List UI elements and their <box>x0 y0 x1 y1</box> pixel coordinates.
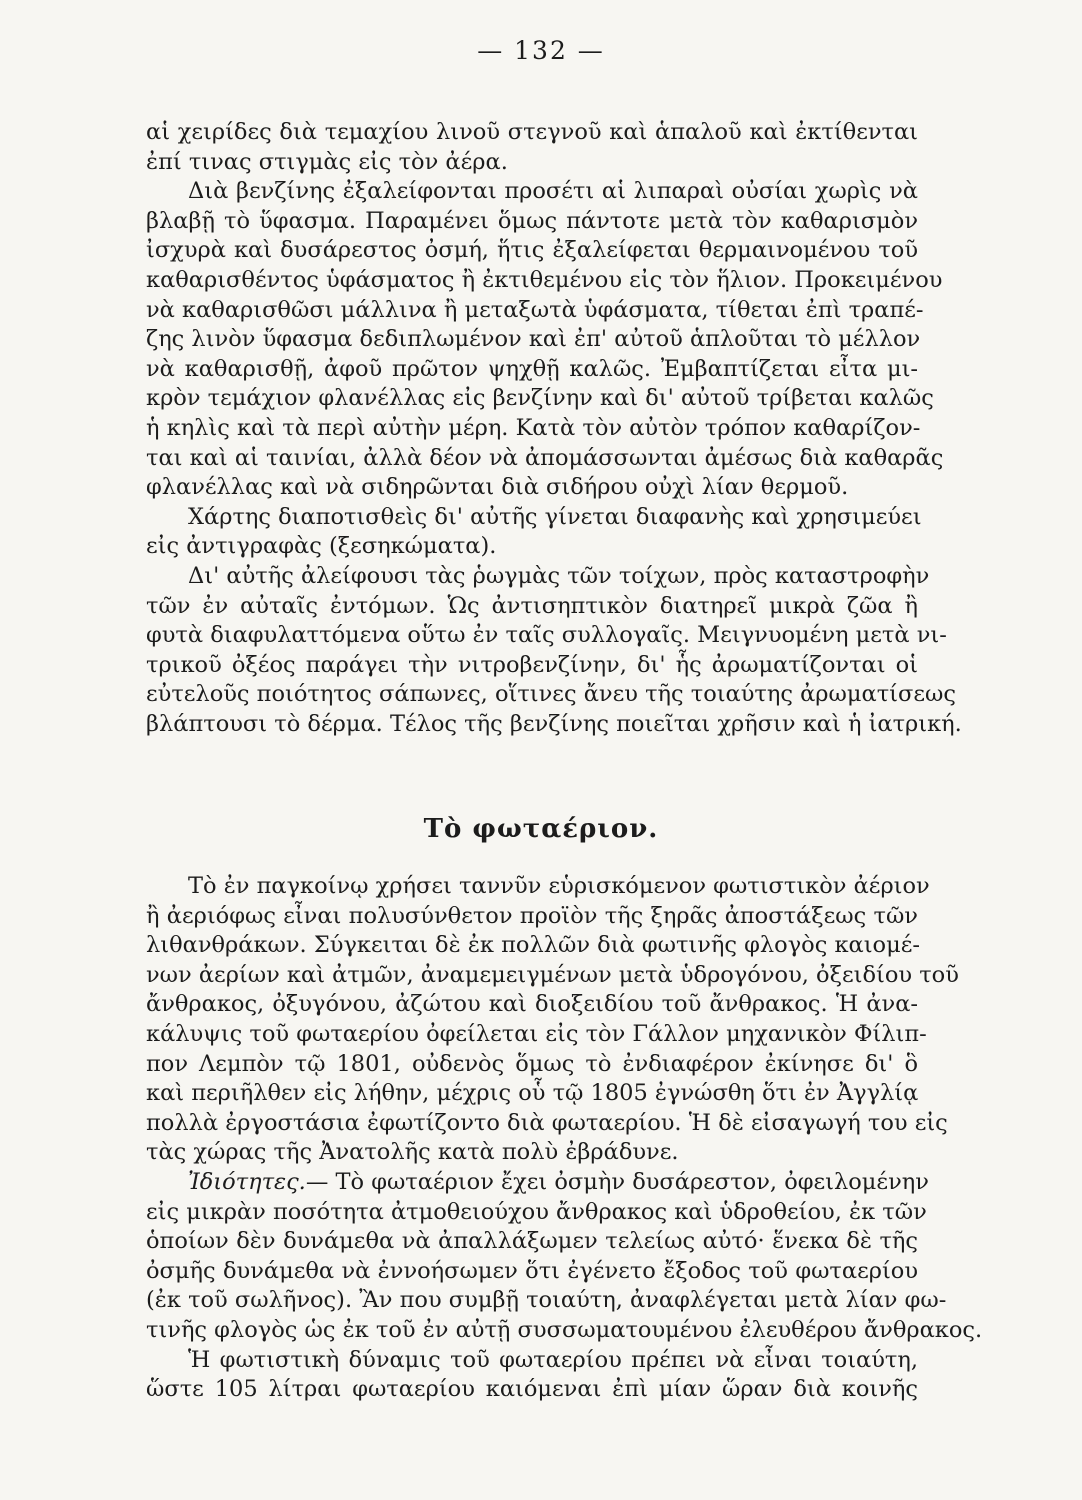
text-line: τὰς χώρας τῆς Ἀνατολῆς κατὰ πολὺ ἐβράδυνε. <box>146 1139 679 1166</box>
text-line <box>146 1168 929 1198</box>
text-line: Διὰ βενζίνης ἐξαλείφονται προσέτι αἱ λιπαραὶ οὐσίαι χωρὶς νὰ <box>188 178 918 205</box>
text-line: ὥστε 105 λίτραι φωταερίου καιόμεναι ἐπὶ μίαν ὥραν διὰ κοινῆς <box>146 1376 918 1403</box>
text-line: κρὸν τεμάχιον φλανέλλας εἰς βενζίνην καὶ δι' αὐτοῦ τρίβεται καλῶς <box>146 385 934 412</box>
text-line: πολλὰ ἐργοστάσια ἐφωτίζοντο διὰ φωταερίου. Ἡ δὲ εἰσαγωγή του εἰς <box>146 1109 948 1136</box>
text-line: καθαρισθέντος ὑφάσματος ἢ ἐκτιθεμένου εἰς τὸν ἥλιον. Προκειμένου <box>146 266 943 293</box>
page-number: — 132 — <box>477 36 605 65</box>
text-line: Δι' αὐτῆς ἀλείφουσι τὰς ῥωγμὰς τῶν τοίχων, πρὸς καταστροφὴν <box>188 562 930 589</box>
text-line: ἄνθρακος, ὀξυγόνου, ἀζώτου καὶ διοξειδίου τοῦ ἄνθρακος. Ἡ ἀνα- <box>146 991 918 1018</box>
text-line: (ἐκ τοῦ σωλῆνος). Ἂν που συμβῇ τοιαύτη, ἀναφλέγεται μετὰ λίαν φω- <box>146 1287 947 1314</box>
text-line: εὐτελοῦς ποιότητος σάπωνες, οἵτινες ἄνευ τῆς τοιαύτης ἀρωματίσεως <box>146 681 956 708</box>
section-heading: Τὸ φωταέριον. <box>423 814 659 844</box>
text-line: Ἡ φωτιστικὴ δύναμις τοῦ φωταερίου πρέπει νὰ εἶναι τοιαύτη, <box>188 1346 918 1373</box>
text-line: νων ἀερίων καὶ ἀτμῶν, ἀναμεμειγμένων μετὰ ὑδρογόνου, ὀξειδίου τοῦ <box>146 961 959 988</box>
text-line: τρικοῦ ὀξέος παράγει τὴν νιτροβενζίνην, δι' ἧς ἀρωματίζονται οἱ <box>146 651 918 678</box>
text-line: ἡ κηλὶς καὶ τὰ περὶ αὐτὴν μέρη. Κατὰ τὸν αὐτὸν τρόπον καθαρίζον- <box>146 414 921 441</box>
text-line: φυτὰ διαφυλαττόμενα οὕτω ἐν ταῖς συλλογαῖς. Μειγνυομένη μετὰ νι- <box>146 622 947 649</box>
body-text-upper <box>146 118 962 739</box>
text-line: Τὸ ἐν παγκοίνῳ χρήσει ταννῦν εὑρισκόμενον φωτιστικὸν ἀέριον <box>188 873 930 899</box>
text-line: ζης λινὸν ὕφασμα δεδιπλωμένον καὶ ἐπ' αὐτοῦ ἁπλοῦται τὸ μέλλον <box>146 326 921 353</box>
text-line: καὶ περιῆλθεν εἰς λήθην, μέχρις οὗ τῷ 1805 ἐγνώσθη ὅτι ἐν Ἀγγλίᾳ <box>146 1080 919 1107</box>
subheading-inline: Ἰδιότητες. <box>188 1168 306 1195</box>
text-line: νὰ καθαρισθῶσι μάλλινα ἢ μεταξωτὰ ὑφάσματα, τίθεται ἐπὶ τραπέ- <box>146 296 924 323</box>
text-line: βλαβῇ τὸ ὕφασμα. Παραμένει ὅμως πάντοτε μετὰ τὸν καθαρισμὸν <box>146 207 918 234</box>
text-line: νὰ καθαρισθῇ, ἀφοῦ πρῶτον ψηχθῇ καλῶς. Ἐμβαπτίζεται εἶτα μι- <box>146 355 918 382</box>
text-line: ται καὶ αἱ ταινίαι, ἀλλὰ δέον νὰ ἀπομάσσωνται ἀμέσως διὰ καθαρᾶς <box>146 444 944 471</box>
text-line: ἰσχυρὰ καὶ δυσάρεστος ὀσμή, ἥτις ἐξαλείφεται θερμαινομένου τοῦ <box>146 237 918 264</box>
text-line: λιθανθράκων. Σύγκειται δὲ ἐκ πολλῶν διὰ φωτινῆς φλογὸς καιομέ- <box>146 932 920 959</box>
body-text-lower <box>146 872 983 1405</box>
text-line: ὁποίων δὲν δυνάμεθα νὰ ἀπαλλάξωμεν τελείως αὐτό· ἕνεκα δὲ τῆς <box>146 1228 918 1255</box>
text-line: κάλυψις τοῦ φωταερίου ὀφείλεται εἰς τὸν Γάλλον μηχανικὸν Φίλιπ- <box>146 1020 927 1047</box>
text-line: φλανέλλας καὶ νὰ σιδηρῶνται διὰ σιδήρου οὐχὶ λίαν θερμοῦ. <box>146 474 849 501</box>
text-line: πον Λεμπὸν τῷ 1801, οὐδενὸς ὅμως τὸ ἐνδιαφέρον ἐκίνησε δι' ὃ <box>146 1050 918 1077</box>
text-line: ἢ ἀεριόφως εἶναι πολυσύνθετον προϊὸν τῆς ξηρᾶς ἀποστάξεως τῶν <box>146 902 918 929</box>
text-line: εἰς μικρὰν ποσότητα ἀτμοθειούχου ἄνθρακος καὶ ὑδροθείου, ἐκ τῶν <box>146 1198 927 1225</box>
text-line: βλάπτουσι τὸ δέρμα. Τέλος τῆς βενζίνης ποιεῖται χρῆσιν καὶ ἡ ἰατρική. <box>146 710 962 737</box>
text-line: Χάρτης διαποτισθεὶς δι' αὐτῆς γίνεται διαφανὴς καὶ χρησιμεύει <box>188 503 922 530</box>
text-line: ἐπί τινας στιγμὰς εἰς τὸν ἀέρα. <box>146 148 508 175</box>
text-line-body: — Τὸ φωταέριον ἔχει ὀσμὴν δυσάρεστον, ὀφειλομένην <box>305 1168 929 1195</box>
text-line: τινῆς φλογὸς ὡς ἐκ τοῦ ἐν αὐτῇ συσσωματουμένου ἐλευθέρου ἄνθρακος. <box>146 1316 983 1343</box>
text-line: τῶν ἐν αὐταῖς ἐντόμων. Ὡς ἀντισηπτικὸν διατηρεῖ μικρὰ ζῶα ἢ <box>146 592 918 619</box>
text-line: ὀσμῆς δυνάμεθα νὰ ἐννοήσωμεν ὅτι ἐγένετο ἔξοδος τοῦ φωταερίου <box>146 1257 918 1284</box>
text-line: εἰς ἀντιγραφὰς (ξεσηκώματα). <box>146 533 497 560</box>
text-line: αἱ χειρίδες διὰ τεμαχίου λινοῦ στεγνοῦ καὶ ἁπαλοῦ καὶ ἐκτίθενται <box>146 119 918 145</box>
